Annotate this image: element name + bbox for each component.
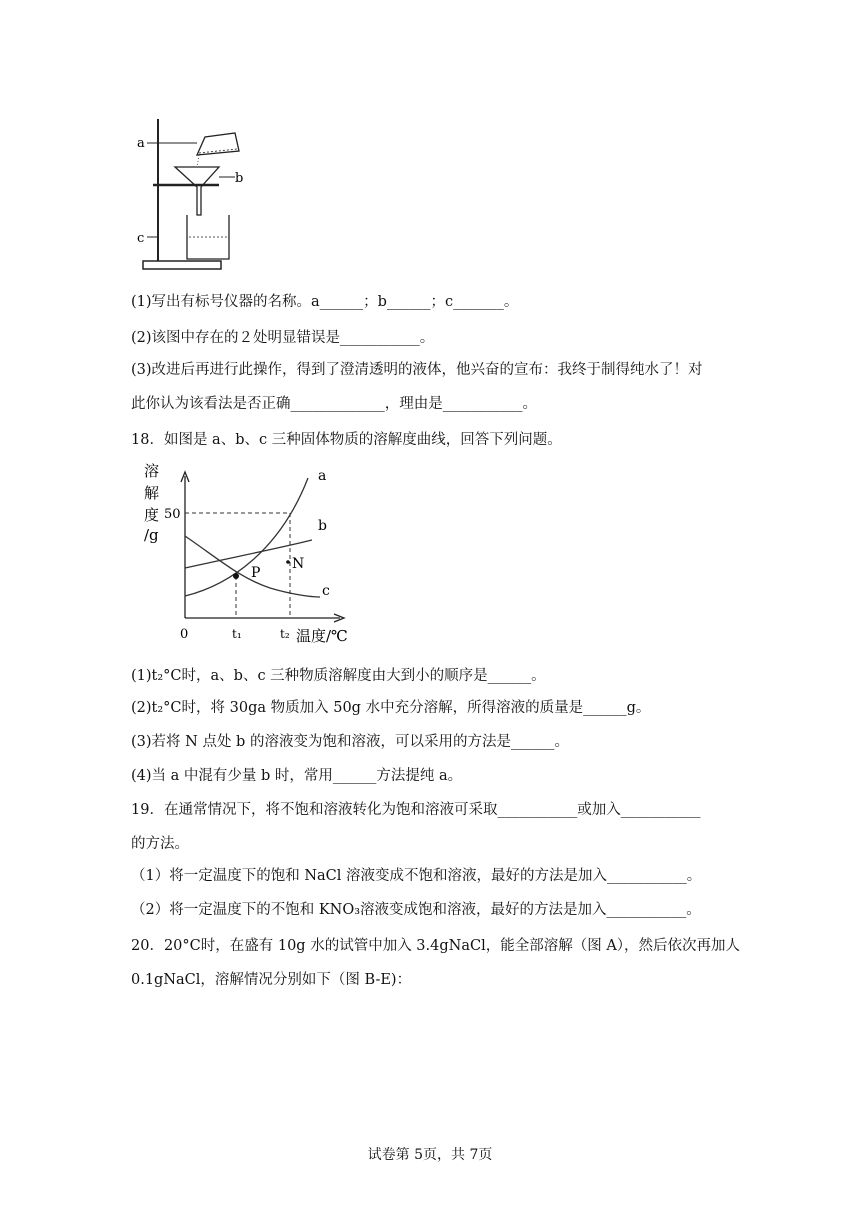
point-label-n: N	[292, 556, 305, 572]
q18-stem: 18．如图是 a、b、c 三种固体物质的溶解度曲线，回答下列问题。	[131, 432, 562, 448]
x-tick-t1: t₁	[232, 627, 242, 641]
ylabel-4: /g	[144, 526, 159, 544]
q17-part1: (1)写出有标号仪器的名称。a______；b______；c_______。	[131, 294, 519, 310]
q20-line1: 20．20°C时，在盛有 10g 水的试管中加入 3.4gNaCl，能全部溶解（图 A），然后依次再加人	[131, 938, 741, 954]
q17-part3-line2: 此你认为该看法是否正确_____________，理由是___________。	[131, 396, 537, 412]
ylabel-2: 解	[144, 484, 160, 502]
q19-stem-line1: 19．在通常情况下，将不饱和溶液转化为饱和溶液可采取___________或加入___________	[131, 802, 701, 818]
q19-stem-line2: 的方法。	[131, 836, 189, 852]
ylabel-1: 溶	[144, 462, 160, 480]
x-axis-label: 温度/℃	[296, 627, 348, 645]
x-tick-t2: t₂	[280, 627, 290, 641]
series-label-b: b	[318, 518, 327, 534]
solubility-chart	[140, 460, 360, 650]
point-p	[233, 573, 239, 579]
point-label-p: P	[251, 565, 261, 581]
y-tick-50: 50	[164, 507, 181, 522]
funnel	[175, 167, 219, 215]
q17-part3-line1: (3)改进后再进行此操作，得到了澄清透明的液体，他兴奋的宣布：我终于制得纯水了！对	[131, 362, 703, 378]
label-c: c	[137, 231, 145, 246]
q17-part2: (2)该图中存在的２处明显错误是___________。	[131, 330, 435, 346]
stand-base	[143, 261, 221, 269]
page-footer: 试卷第 5页，共 7页	[367, 1147, 493, 1163]
label-a: a	[137, 136, 145, 151]
point-n	[286, 560, 290, 564]
ylabel-3: 度	[144, 506, 160, 524]
q20-line2: 0.1gNaCl，溶解情况分别如下（图 B-E)：	[131, 972, 412, 988]
origin-label: 0	[180, 627, 189, 642]
filtration-apparatus-figure	[135, 115, 245, 275]
series-label-c: c	[322, 583, 330, 599]
pouring-beaker	[197, 133, 239, 155]
q18-part2: (2)t₂°C时，将 30ga 物质加入 50g 水中充分溶解，所得溶液的质量是______g。	[131, 700, 651, 716]
q18-part4: (4)当 a 中混有少量 b 时，常用______方法提纯 a。	[131, 768, 463, 784]
q18-part3: (3)若将 N 点处 b 的溶液变为饱和溶液，可以采用的方法是______。	[131, 734, 569, 750]
label-b: b	[235, 171, 244, 186]
q18-part1: (1)t₂°C时，a、b、c 三种物质溶解度由大到小的顺序是______。	[131, 668, 546, 684]
q19-part1: （1）将一定温度下的饱和 NaCl 溶液变成不饱和溶液，最好的方法是加入___________。	[131, 868, 702, 884]
q19-part2: （2）将一定温度下的不饱和 KNO₃溶液变成饱和溶液，最好的方法是加入___________。	[131, 902, 701, 918]
series-label-a: a	[318, 468, 327, 484]
